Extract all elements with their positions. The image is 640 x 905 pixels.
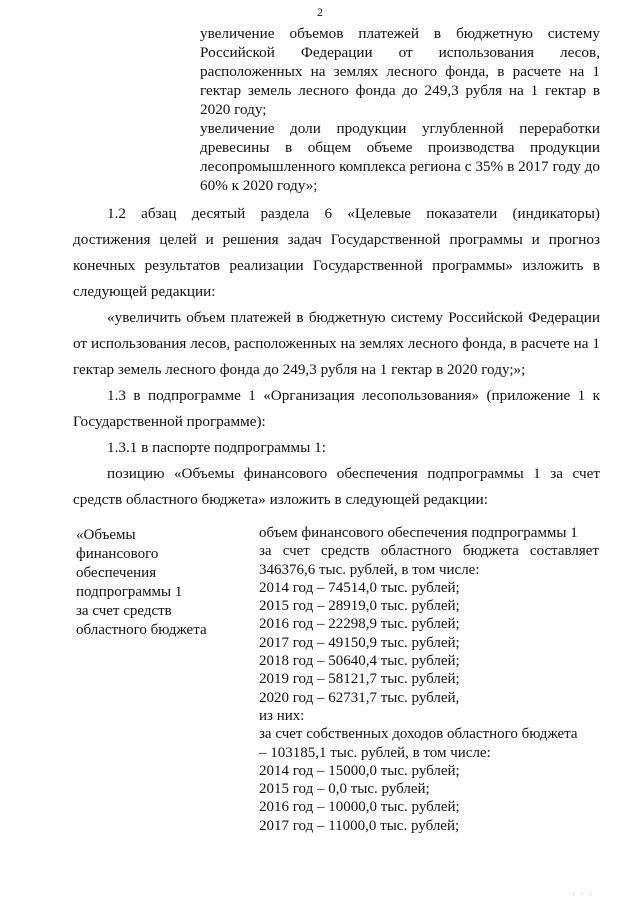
own-income-year-row: 2016 год – 10000,0 тыс. рублей; bbox=[259, 799, 460, 816]
funding-intro-line: за счет средств областного бюджета составляет bbox=[259, 543, 599, 560]
funding-year-row: 2015 год – 28919,0 тыс. рублей; bbox=[259, 598, 460, 615]
bullet-item-payments: увеличение объемов платежей в бюджетную систему Российской Федерации от использования лесов, расположенных на землях лесного фонда, в расчете на 1 гектар земель лесного фонда до 249,3 рубля на 1 гектар в 2020 году; bbox=[200, 25, 600, 118]
paragraph-1-2: 1.2 абзац десятый раздела 6 «Целевые показатели (индикаторы) достижения целей и решения задач Государственной программы и прогноз конечных результатов реализации Государственной программы» изложить в следующей редакции: bbox=[73, 205, 600, 300]
own-income-year-row: 2017 год – 11000,0 тыс. рублей; bbox=[259, 817, 460, 834]
page-number: 2 bbox=[317, 5, 323, 19]
funding-year-row: 2016 год – 22298,9 тыс. рублей; bbox=[259, 616, 460, 633]
paragraph-1-3: 1.3 в подпрограмме 1 «Организация лесопользования» (приложение 1 к Государственной программе): bbox=[73, 387, 600, 430]
paragraph-1-3-1: 1.3.1 в паспорте подпрограммы 1: bbox=[107, 439, 326, 456]
funding-year-row: 2018 год – 50640,4 тыс. рублей; bbox=[259, 653, 460, 670]
paragraph-position: позицию «Объемы финансового обеспечения подпрограммы 1 за счет средств областного бюджета» изложить в следующей редакции: bbox=[73, 465, 600, 508]
of-them-label: из них: bbox=[259, 707, 305, 724]
table-left-column bbox=[76, 526, 236, 640]
bullet-list bbox=[200, 24, 600, 195]
own-income-year-row: 2015 год – 0,0 тыс. рублей; bbox=[259, 781, 430, 798]
own-income-line: за счет собственных доходов областного бюджета bbox=[259, 726, 578, 743]
funding-intro-line: 346376,6 тыс. рублей, в том числе: bbox=[259, 561, 480, 578]
funding-year-row: 2020 год – 62731,7 тыс. рублей, bbox=[259, 689, 460, 706]
table-left-line: «Объемы bbox=[76, 527, 136, 543]
table-left-line: подпрограммы 1 bbox=[76, 584, 183, 600]
table-right-column bbox=[259, 524, 599, 835]
own-income-line: – 103185,1 тыс. рублей, в том числе: bbox=[259, 744, 491, 761]
table-left-line: областного бюджета bbox=[76, 622, 207, 638]
funding-year-row: 2017 год – 49150,9 тыс. рублей; bbox=[259, 634, 460, 651]
own-income-year-row: 2014 год – 15000,0 тыс. рублей; bbox=[259, 762, 460, 779]
table-left-line: финансового bbox=[76, 546, 159, 562]
bullet-item-wood-processing: увеличение доли продукции углубленной переработки древесины в общем объеме производства продукции лесопромышленного комплекса региона с 35% в 2017 году до 60% к 2020 году»; bbox=[200, 120, 600, 194]
paragraph-quote: «увеличить объем платежей в бюджетную систему Российской Федерации от использования лесов, расположенных на землях лесного фонда, в расчете на 1 гектар земель лесного фонда до 249,3 рубля на 1 гектар в 2020 году;»; bbox=[73, 309, 600, 378]
funding-year-row: 2019 год – 58121,7 тыс. рублей; bbox=[259, 671, 460, 688]
funding-year-row: 2014 год – 74514,0 тыс. рублей; bbox=[259, 579, 460, 596]
table-left-line: обеспечения bbox=[76, 565, 157, 581]
funding-intro-line: объем финансового обеспечения подпрограммы 1 bbox=[259, 525, 578, 541]
scan-artifact: · · · bbox=[572, 890, 594, 899]
table-left-line: за счет средств bbox=[76, 603, 172, 619]
